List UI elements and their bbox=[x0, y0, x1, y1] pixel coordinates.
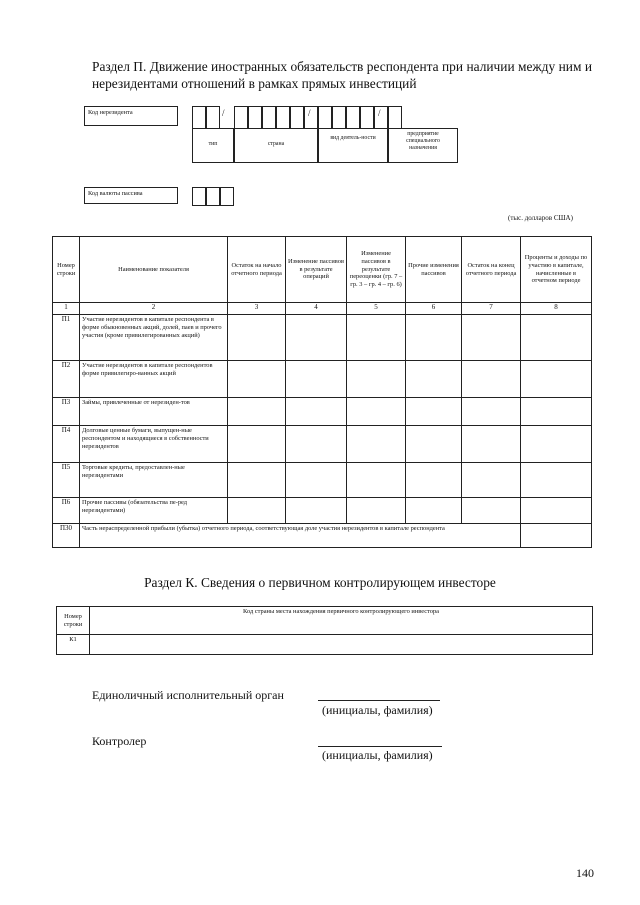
units-label: (тыс. долларов США) bbox=[508, 214, 573, 222]
section-p-title: Раздел П. Движение иностранных обязательств респондента при наличии между ним и нерезидентами отношений в рамках прямых инвестиций bbox=[92, 59, 592, 91]
value-cell[interactable] bbox=[521, 463, 592, 498]
column-number: 7 bbox=[462, 303, 521, 315]
code-box[interactable] bbox=[374, 106, 388, 129]
value-cell[interactable] bbox=[521, 315, 592, 361]
column-number: 4 bbox=[286, 303, 347, 315]
value-cell[interactable] bbox=[462, 426, 521, 463]
table-header-row bbox=[53, 237, 592, 303]
controller-caption: (инициалы, фамилия) bbox=[322, 748, 433, 762]
row-name: Прочие пассивы (обязательства пе-ред нерезидентами) bbox=[80, 498, 228, 524]
column-number: 8 bbox=[521, 303, 592, 315]
value-cell[interactable] bbox=[462, 463, 521, 498]
slash-2: / bbox=[308, 108, 311, 118]
row-code: П1 bbox=[53, 315, 80, 361]
code-box[interactable] bbox=[276, 106, 290, 129]
column-number: 1 bbox=[53, 303, 80, 315]
table-row bbox=[57, 635, 593, 655]
sub-enterprise: предприятие специального назначения bbox=[388, 128, 458, 163]
value-cell[interactable] bbox=[286, 398, 347, 426]
page-number: 140 bbox=[576, 866, 594, 880]
value-cell[interactable] bbox=[521, 361, 592, 398]
value-cell[interactable] bbox=[462, 498, 521, 524]
code-box[interactable] bbox=[332, 106, 346, 129]
section-k-title: Раздел К. Сведения о первичном контролирующем инвесторе bbox=[144, 575, 496, 590]
value-cell[interactable] bbox=[406, 398, 462, 426]
header-cell: Код страны места нахождения первичного контролирующего инвестора bbox=[90, 607, 593, 635]
row-name: Часть нераспределенной прибыли (убытка) отчетного периода, соответствующая доле участия нерезидентов в капитале респондента bbox=[80, 524, 521, 548]
currency-code-label: Код валюты пассива bbox=[84, 187, 178, 204]
code-box[interactable] bbox=[388, 106, 402, 129]
controller-signature-line[interactable] bbox=[318, 746, 442, 747]
row-name: Торговые кредиты, предоставлен-ные нерезидентами bbox=[80, 463, 228, 498]
row-name: Займы, привлеченные от нерезиден-тов bbox=[80, 398, 228, 426]
value-cell[interactable] bbox=[521, 498, 592, 524]
executive-signature-line[interactable] bbox=[318, 700, 440, 701]
header-cell: Прочие изменения пассивов bbox=[406, 237, 462, 303]
table-header-row bbox=[57, 607, 593, 635]
table-row bbox=[53, 315, 592, 361]
code-box[interactable] bbox=[248, 106, 262, 129]
value-cell[interactable] bbox=[347, 361, 406, 398]
liabilities-table bbox=[52, 236, 592, 548]
code-box[interactable] bbox=[290, 106, 304, 129]
value-cell[interactable] bbox=[406, 426, 462, 463]
slash-1: / bbox=[222, 108, 225, 118]
value-cell[interactable] bbox=[521, 426, 592, 463]
column-number: 6 bbox=[406, 303, 462, 315]
sub-type: тип bbox=[192, 128, 234, 163]
table-row bbox=[53, 463, 592, 498]
row-name: Участие нерезидентов в капитале респондента в форме обыкновенных акций, долей, паев и прочего участия (кроме привилегированных акций) bbox=[80, 315, 228, 361]
sub-activity: вид деятель-ности bbox=[318, 128, 388, 163]
value-cell[interactable] bbox=[406, 361, 462, 398]
investor-table bbox=[56, 606, 593, 655]
row-code: П2 bbox=[53, 361, 80, 398]
header-cell: Изменение пассивов в результате операций bbox=[286, 237, 347, 303]
table-row bbox=[53, 498, 592, 524]
header-cell: Номер строки bbox=[53, 237, 80, 303]
table-row-p30 bbox=[53, 524, 592, 548]
row-code: П4 bbox=[53, 426, 80, 463]
header-cell: Наименование показателя bbox=[80, 237, 228, 303]
code-box[interactable] bbox=[234, 106, 248, 129]
value-cell[interactable] bbox=[286, 498, 347, 524]
row-code: П30 bbox=[53, 524, 80, 548]
value-cell[interactable] bbox=[90, 635, 593, 655]
value-cell[interactable] bbox=[462, 361, 521, 398]
sub-country: страна bbox=[234, 128, 318, 163]
value-cell[interactable] bbox=[347, 315, 406, 361]
row-name: Долговые ценные бумаги, выпущен-ные респондентом и находящиеся в собственности нерезидентов bbox=[80, 426, 228, 463]
code-box[interactable] bbox=[192, 106, 206, 129]
value-cell[interactable] bbox=[286, 315, 347, 361]
value-cell[interactable] bbox=[406, 498, 462, 524]
table-row bbox=[53, 426, 592, 463]
nonresident-code-label: Код нерезидента bbox=[84, 106, 178, 126]
header-cell: Остаток на конец отчетного периода bbox=[462, 237, 521, 303]
value-cell[interactable] bbox=[406, 315, 462, 361]
value-cell[interactable] bbox=[347, 463, 406, 498]
header-cell: Номер строки bbox=[57, 607, 90, 635]
value-cell[interactable] bbox=[462, 398, 521, 426]
code-box[interactable] bbox=[262, 106, 276, 129]
code-box[interactable] bbox=[318, 106, 332, 129]
value-cell[interactable] bbox=[228, 361, 286, 398]
row-name: Участие нерезидентов в капитале респондентов форме привилегиро-ванных акций bbox=[80, 361, 228, 398]
value-cell[interactable] bbox=[521, 524, 592, 548]
column-number: 2 bbox=[80, 303, 228, 315]
value-cell[interactable] bbox=[406, 463, 462, 498]
column-number-row bbox=[53, 303, 592, 315]
row-code: К1 bbox=[57, 635, 90, 655]
code-box[interactable] bbox=[304, 106, 318, 129]
header-cell: Остаток на начало отчетного периода bbox=[228, 237, 286, 303]
row-code: П6 bbox=[53, 498, 80, 524]
value-cell[interactable] bbox=[286, 361, 347, 398]
value-cell[interactable] bbox=[228, 498, 286, 524]
header-cell: Проценты и доходы по участию в капитале, начисленные в отчетном периоде bbox=[521, 237, 592, 303]
column-number: 5 bbox=[347, 303, 406, 315]
value-cell[interactable] bbox=[228, 426, 286, 463]
currency-box[interactable] bbox=[192, 187, 206, 206]
controller-label: Контролер bbox=[92, 734, 147, 748]
value-cell[interactable] bbox=[462, 315, 521, 361]
row-code: П5 bbox=[53, 463, 80, 498]
currency-box[interactable] bbox=[220, 187, 234, 206]
code-box[interactable] bbox=[360, 106, 374, 129]
value-cell[interactable] bbox=[228, 398, 286, 426]
code-box[interactable] bbox=[346, 106, 360, 129]
column-number: 3 bbox=[228, 303, 286, 315]
value-cell[interactable] bbox=[286, 463, 347, 498]
executive-label: Единоличный исполнительный орган bbox=[92, 688, 284, 702]
currency-box[interactable] bbox=[206, 187, 220, 206]
value-cell[interactable] bbox=[228, 315, 286, 361]
executive-caption: (инициалы, фамилия) bbox=[322, 703, 433, 717]
value-cell[interactable] bbox=[347, 426, 406, 463]
table-row bbox=[53, 398, 592, 426]
value-cell[interactable] bbox=[286, 426, 347, 463]
value-cell[interactable] bbox=[521, 398, 592, 426]
value-cell[interactable] bbox=[228, 463, 286, 498]
value-cell[interactable] bbox=[347, 498, 406, 524]
table-row bbox=[53, 361, 592, 398]
slash-3: / bbox=[378, 108, 381, 118]
value-cell[interactable] bbox=[347, 398, 406, 426]
code-box[interactable] bbox=[206, 106, 220, 129]
header-cell: Изменение пассивов в результате переоценки (гр. 7 – гр. 3 – гр. 4 – гр. 6) bbox=[347, 237, 406, 303]
row-code: П3 bbox=[53, 398, 80, 426]
